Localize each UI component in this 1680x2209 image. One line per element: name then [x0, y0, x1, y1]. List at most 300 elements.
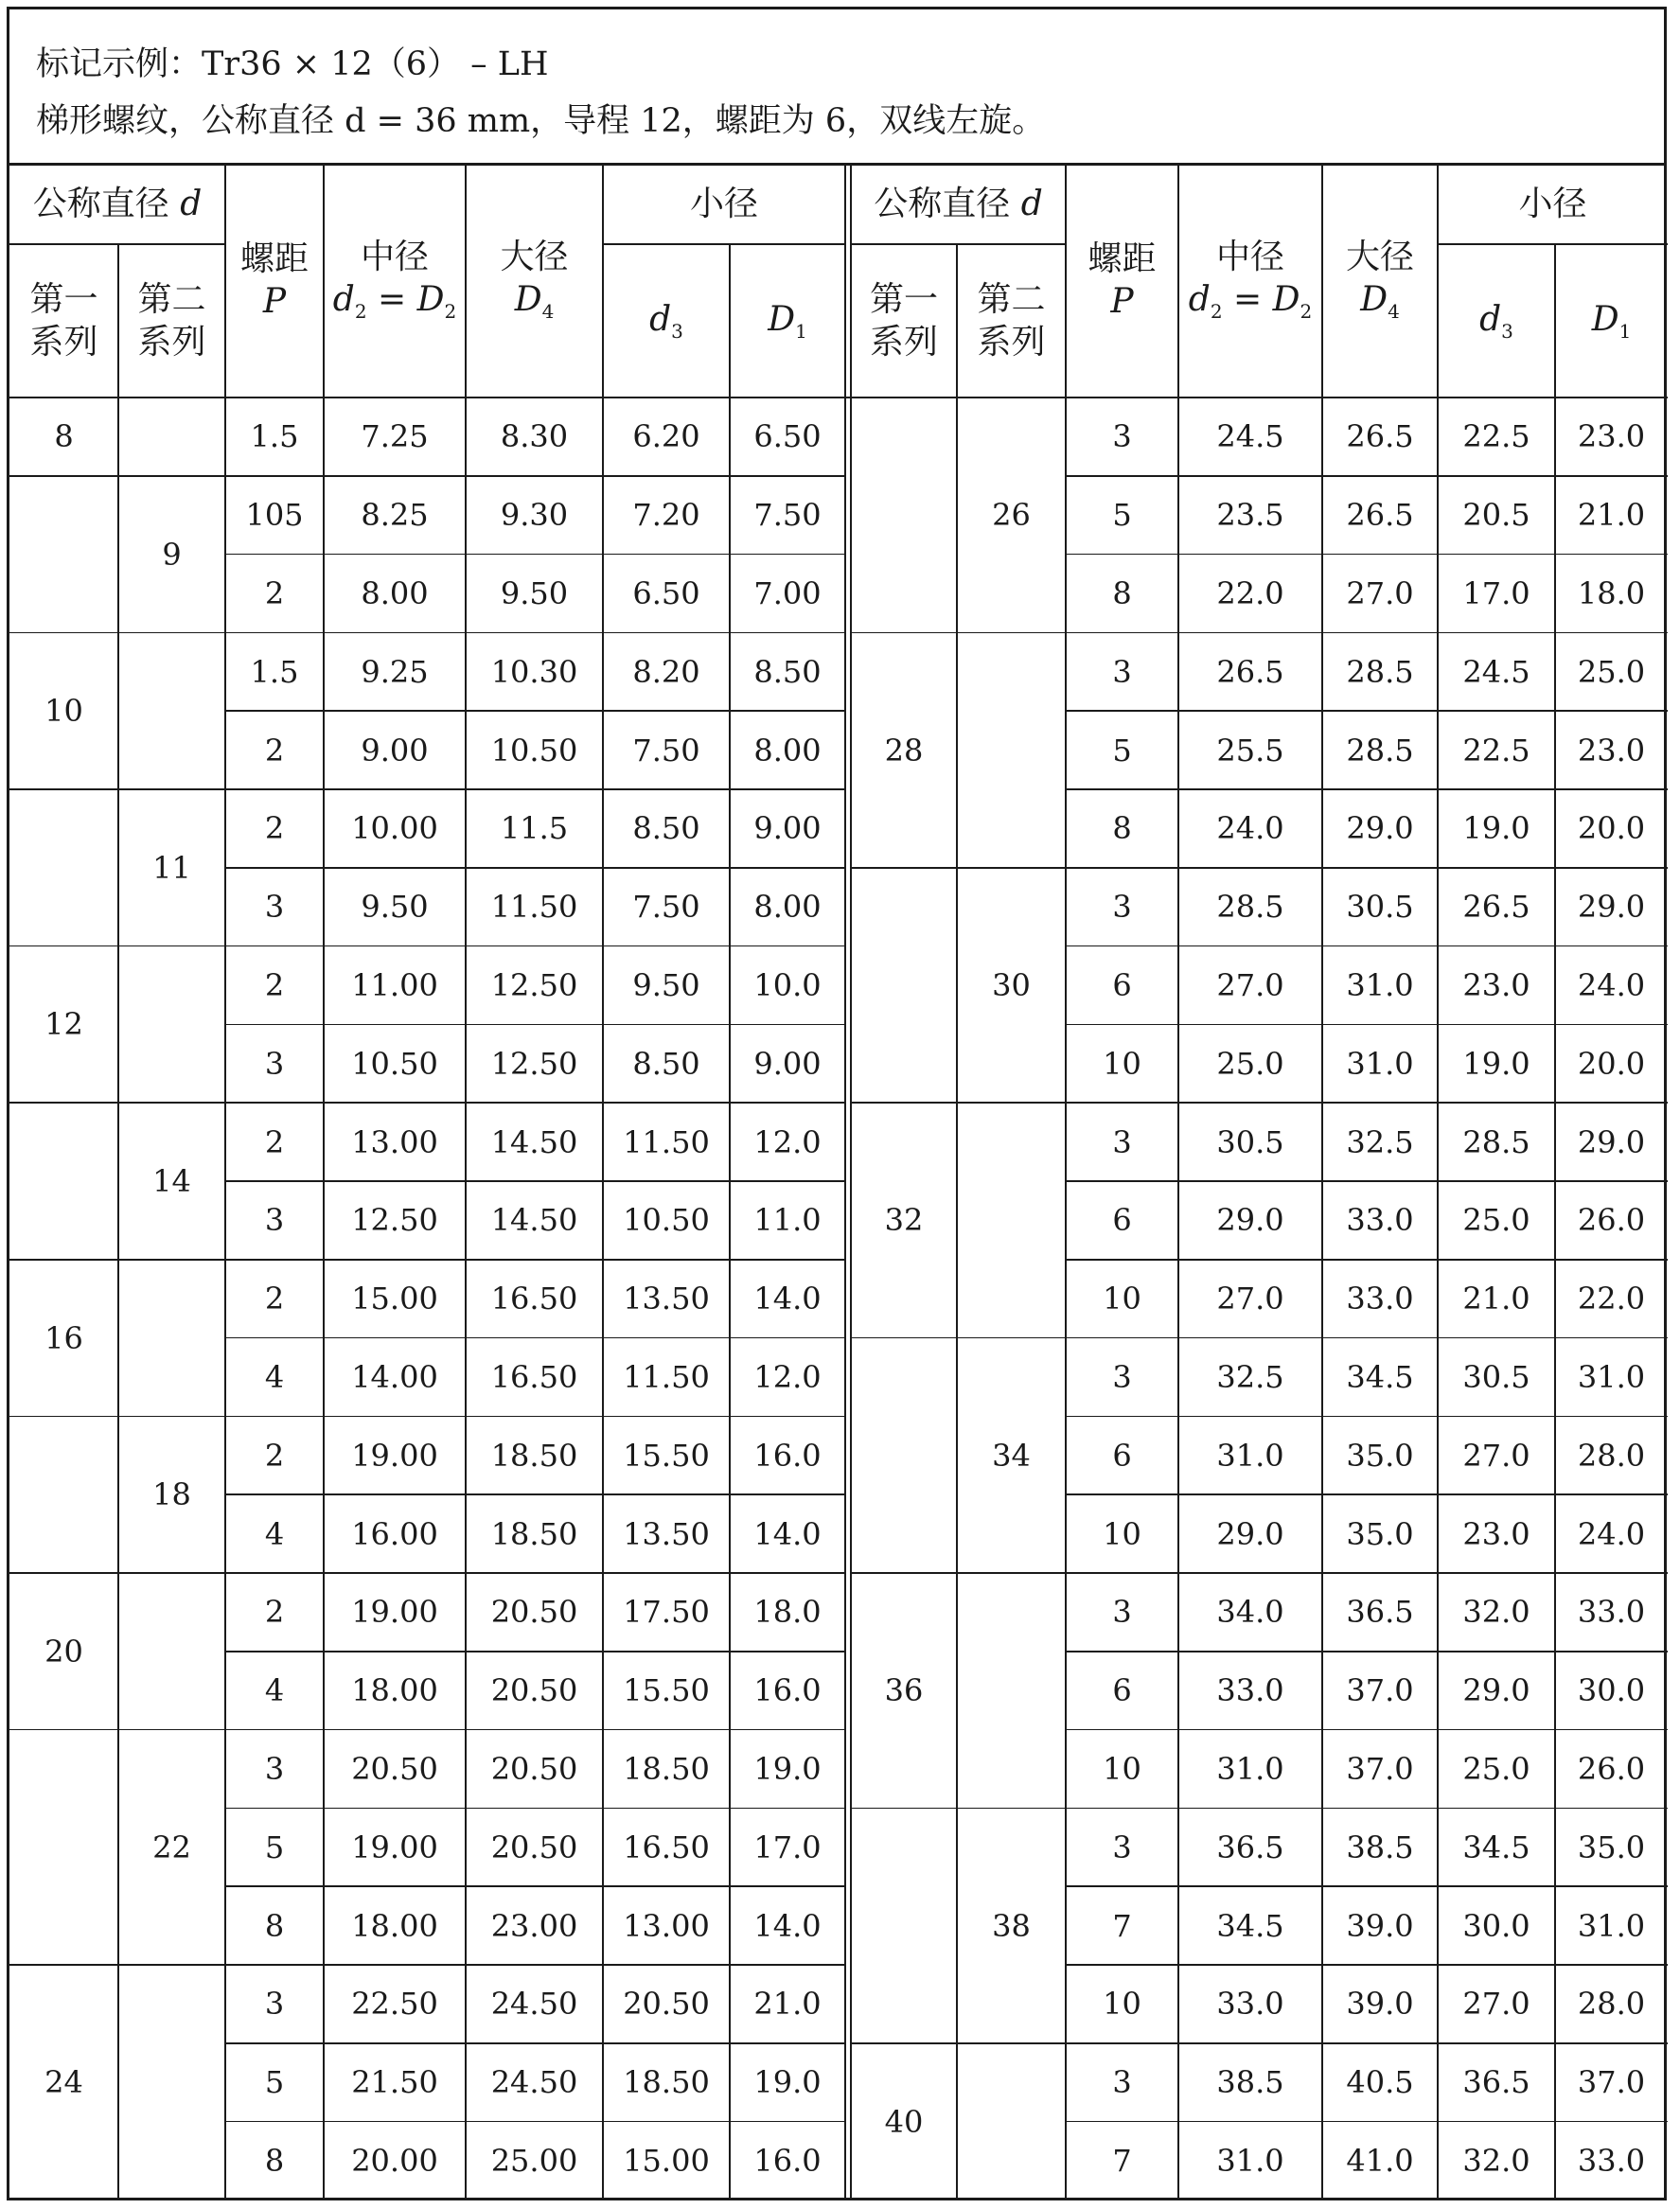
right-series2-cell: 34 — [992, 1437, 1031, 1474]
right-data-cell: 26.0 — [1577, 1750, 1646, 1787]
right-data-cell: 8 — [1112, 810, 1132, 847]
left-data-cell: 11.50 — [623, 1123, 710, 1160]
right-data-cell: 22.0 — [1577, 1281, 1646, 1317]
right-data-cell: 23.0 — [1577, 732, 1646, 769]
left-data-cell: 8.20 — [632, 653, 700, 690]
right-data-cell: 29.0 — [1216, 1515, 1284, 1552]
right-data-cell: 31.0 — [1577, 1907, 1646, 1944]
left-series1-cell — [9, 476, 118, 633]
left-data-cell: 14.0 — [753, 1907, 822, 1944]
row-rule — [9, 1102, 225, 1104]
left-header-pitch-diameter: 中径 $d_2 = D_2$ — [332, 238, 457, 324]
right-data-cell: 23.0 — [1462, 1515, 1530, 1552]
right-data-cell: 28.5 — [1216, 889, 1284, 926]
left-data-cell: 15.50 — [623, 1672, 710, 1709]
left-data-cell: 11.50 — [490, 889, 578, 926]
left-data-cell: 22.50 — [351, 1986, 438, 2023]
left-data-cell: 19.0 — [753, 1750, 822, 1787]
left-data-cell: 24.50 — [490, 1986, 578, 2023]
right-data-cell: 30.5 — [1462, 1358, 1530, 1395]
left-data-cell: 2 — [264, 1281, 285, 1317]
right-series1-cell: 32 — [884, 1202, 924, 1239]
left-data-cell: 10.50 — [351, 1045, 438, 1082]
right-data-cell: 28.0 — [1577, 1986, 1646, 2023]
right-data-cell: 3 — [1112, 418, 1132, 455]
right-series1-cell: 28 — [884, 732, 924, 769]
right-series2-cell: 30 — [992, 966, 1031, 1003]
right-data-cell: 26.5 — [1462, 889, 1530, 926]
left-data-cell: 20.50 — [490, 1829, 578, 1865]
left-data-cell: 11.50 — [623, 1358, 710, 1395]
row-rule — [225, 1416, 845, 1418]
right-data-cell: 39.0 — [1346, 1986, 1414, 2023]
right-data-cell: 5 — [1112, 497, 1132, 534]
row-rule — [1066, 1102, 1668, 1104]
right-data-cell: 3 — [1112, 1123, 1132, 1160]
right-data-cell: 25.0 — [1462, 1202, 1530, 1239]
right-data-cell: 7 — [1112, 2142, 1132, 2179]
right-data-cell: 23.5 — [1216, 497, 1284, 534]
right-series1-cell — [851, 1808, 957, 2042]
right-data-cell: 10 — [1103, 1045, 1141, 1082]
right-data-cell: 32.5 — [1346, 1123, 1414, 1160]
left-data-cell: 23.00 — [490, 1907, 578, 1944]
right-data-cell: 3 — [1112, 653, 1132, 690]
left-data-cell: 14.0 — [753, 1281, 822, 1317]
right-series2-cell — [957, 1573, 1066, 1808]
left-data-cell: 19.00 — [351, 1594, 438, 1631]
row-rule — [851, 1102, 1066, 1104]
left-data-cell: 20.50 — [623, 1986, 710, 2023]
row-rule — [851, 1808, 1066, 1810]
right-data-cell: 30.0 — [1577, 1672, 1646, 1709]
left-data-cell: 1.5 — [250, 418, 299, 455]
row-rule — [9, 945, 225, 947]
right-series1-cell: 40 — [884, 2103, 924, 2140]
left-series1-cell — [9, 1103, 118, 1260]
right-data-cell: 29.0 — [1462, 1672, 1530, 1709]
left-data-cell: 18.00 — [351, 1907, 438, 1944]
right-data-cell: 24.5 — [1462, 653, 1530, 690]
right-data-cell: 6 — [1112, 1202, 1132, 1239]
row-rule — [225, 1729, 845, 1731]
right-data-cell: 28.5 — [1346, 653, 1414, 690]
row-rule — [225, 2042, 845, 2044]
left-data-cell: 2 — [264, 732, 285, 769]
left-data-cell: 20.50 — [351, 1750, 438, 1787]
right-data-cell: 3 — [1112, 1829, 1132, 1865]
right-data-cell: 22.0 — [1216, 574, 1284, 611]
left-header-pitch: 螺距 P — [239, 239, 309, 321]
left-data-cell: 8.50 — [753, 653, 822, 690]
left-data-cell: 11.5 — [500, 810, 569, 847]
right-data-cell: 31.0 — [1346, 966, 1414, 1003]
row-rule — [225, 1651, 845, 1652]
row-rule — [1066, 1024, 1668, 1026]
left-series2-cell — [118, 398, 225, 476]
left-header-minor-diameter: 小径 — [689, 184, 758, 223]
right-data-cell: 21.0 — [1577, 497, 1646, 534]
right-data-cell: 30.5 — [1216, 1123, 1284, 1160]
right-data-cell: 32.5 — [1216, 1358, 1284, 1395]
right-data-cell: 37.0 — [1577, 2064, 1646, 2101]
row-rule — [225, 1337, 845, 1339]
right-data-cell: 39.0 — [1346, 1907, 1414, 1944]
left-data-cell: 10.30 — [490, 653, 578, 690]
left-data-cell: 19.00 — [351, 1829, 438, 1865]
left-data-cell: 8.00 — [753, 732, 822, 769]
row-rule — [225, 1180, 845, 1182]
right-header-series2: 第二 系列 — [977, 280, 1046, 362]
right-data-cell: 35.0 — [1577, 1829, 1646, 1865]
right-data-cell: 30.5 — [1346, 889, 1414, 926]
row-rule — [225, 1572, 845, 1574]
left-data-cell: 10.50 — [490, 732, 578, 769]
row-rule — [225, 1885, 845, 1887]
left-data-cell: 8.00 — [753, 889, 822, 926]
right-data-cell: 24.0 — [1577, 1515, 1646, 1552]
left-data-cell: 105 — [245, 497, 304, 534]
right-data-cell: 3 — [1112, 2064, 1132, 2101]
right-header-minor-diameter: 小径 — [1518, 184, 1587, 223]
left-data-cell: 6.50 — [753, 418, 822, 455]
right-data-cell: 25.5 — [1216, 732, 1284, 769]
left-series1-cell: 16 — [44, 1319, 83, 1356]
left-data-cell: 18.00 — [351, 1672, 438, 1709]
right-data-cell: 31.0 — [1216, 1750, 1284, 1787]
left-data-cell: 11.00 — [351, 966, 438, 1003]
left-series1-cell — [9, 1730, 118, 1965]
left-data-cell: 19.0 — [753, 2064, 822, 2101]
right-data-cell: 36.5 — [1216, 1829, 1284, 1865]
example-line-2: 梯形螺纹，公称直径 d = 36 mm，导程 12，螺距为 6，双线左旋。 — [36, 102, 1046, 140]
left-data-cell: 9.25 — [361, 653, 429, 690]
left-data-cell: 12.50 — [351, 1202, 438, 1239]
left-data-cell: 3 — [264, 1750, 285, 1787]
column-rule — [1554, 244, 1556, 2198]
right-data-cell: 38.5 — [1216, 2064, 1284, 2101]
left-data-cell: 15.00 — [623, 2142, 710, 2179]
row-rule — [225, 945, 845, 947]
left-data-cell: 6.50 — [632, 574, 700, 611]
right-data-cell: 35.0 — [1346, 1437, 1414, 1474]
row-rule — [225, 867, 845, 869]
left-header-series1: 第一 系列 — [29, 280, 98, 362]
row-rule — [1066, 632, 1668, 634]
right-data-cell: 27.0 — [1462, 1986, 1530, 2023]
right-series2-cell: 26 — [992, 497, 1031, 534]
right-data-cell: 24.0 — [1216, 810, 1284, 847]
row-rule — [603, 243, 845, 245]
left-data-cell: 20.50 — [490, 1750, 578, 1787]
right-series1-cell — [851, 868, 957, 1103]
right-series2-cell — [957, 632, 1066, 867]
left-data-cell: 3 — [264, 889, 285, 926]
left-data-cell: 16.0 — [753, 2142, 822, 2179]
left-data-cell: 2 — [264, 966, 285, 1003]
row-rule — [1066, 1572, 1668, 1574]
row-rule — [225, 1259, 845, 1261]
left-data-cell: 4 — [264, 1515, 285, 1552]
right-data-cell: 32.0 — [1462, 2142, 1530, 2179]
left-data-cell: 18.0 — [753, 1594, 822, 1631]
right-data-cell: 23.0 — [1577, 418, 1646, 455]
right-data-cell: 7 — [1112, 1907, 1132, 1944]
left-data-cell: 9.00 — [361, 732, 429, 769]
right-data-cell: 8 — [1112, 574, 1132, 611]
left-series2-cell: 22 — [152, 1829, 191, 1865]
row-rule — [851, 2042, 1066, 2044]
left-data-cell: 9.00 — [753, 810, 822, 847]
left-data-cell: 2 — [264, 1594, 285, 1631]
right-data-cell: 22.5 — [1462, 418, 1530, 455]
left-data-cell: 21.0 — [753, 1986, 822, 2023]
right-data-cell: 31.0 — [1216, 1437, 1284, 1474]
right-data-cell: 3 — [1112, 1594, 1132, 1631]
left-series1-cell: 24 — [44, 2064, 83, 2101]
right-data-cell: 33.0 — [1577, 1594, 1646, 1631]
left-data-cell: 13.00 — [351, 1123, 438, 1160]
right-data-cell: 6 — [1112, 1437, 1132, 1474]
left-data-cell: 7.50 — [632, 889, 700, 926]
row-rule — [225, 1808, 845, 1810]
left-data-cell: 16.50 — [623, 1829, 710, 1865]
left-data-cell: 9.00 — [753, 1045, 822, 1082]
row-rule — [225, 1964, 845, 1966]
row-rule — [9, 1729, 225, 1731]
row-rule — [1066, 788, 1668, 790]
example-line-1: 标记示例：Tr36 × 12（6） – LH — [36, 45, 549, 83]
left-data-cell: 17.50 — [623, 1594, 710, 1631]
left-data-cell: 18.50 — [490, 1437, 578, 1474]
right-data-cell: 10 — [1103, 1515, 1141, 1552]
right-data-cell: 37.0 — [1346, 1750, 1414, 1787]
right-series1-cell — [851, 398, 957, 632]
row-rule — [225, 2121, 845, 2123]
left-data-cell: 3 — [264, 1045, 285, 1082]
row-rule — [1066, 554, 1668, 556]
left-data-cell: 16.50 — [490, 1281, 578, 1317]
row-rule — [225, 788, 845, 790]
left-data-cell: 7.50 — [632, 732, 700, 769]
right-data-cell: 17.0 — [1462, 574, 1530, 611]
row-rule — [851, 632, 1066, 634]
right-header-nominal-diameter: 公称直径 d — [874, 184, 1043, 223]
row-rule — [1066, 2121, 1668, 2123]
left-data-cell: 4 — [264, 1672, 285, 1709]
left-data-cell: 10.50 — [623, 1202, 710, 1239]
row-rule — [1066, 1259, 1668, 1261]
left-series1-cell: 8 — [54, 418, 74, 455]
right-data-cell: 34.5 — [1462, 1829, 1530, 1865]
right-header-series1: 第一 系列 — [869, 280, 938, 362]
right-data-cell: 26.0 — [1577, 1202, 1646, 1239]
row-rule — [9, 1964, 225, 1966]
right-data-cell: 29.0 — [1577, 1123, 1646, 1160]
right-data-cell: 20.0 — [1577, 1045, 1646, 1082]
row-rule — [9, 397, 1668, 398]
right-data-cell: 31.0 — [1216, 2142, 1284, 2179]
right-data-cell: 30.0 — [1462, 1907, 1530, 1944]
right-data-cell: 35.0 — [1346, 1515, 1414, 1552]
right-data-cell: 27.0 — [1216, 1281, 1284, 1317]
left-header-D1: $D_1$ — [768, 299, 807, 344]
left-series2-cell: 14 — [152, 1162, 191, 1199]
left-data-cell: 7.20 — [632, 497, 700, 534]
row-rule — [851, 1337, 1066, 1339]
right-data-cell: 38.5 — [1346, 1829, 1414, 1865]
row-rule — [1066, 867, 1668, 869]
right-data-cell: 20.5 — [1462, 497, 1530, 534]
right-data-cell: 34.0 — [1216, 1594, 1284, 1631]
right-data-cell: 26.5 — [1346, 497, 1414, 534]
right-series2-cell: 38 — [992, 1907, 1031, 1944]
left-series1-cell: 10 — [44, 693, 83, 730]
left-data-cell: 6.20 — [632, 418, 700, 455]
left-data-cell: 17.0 — [753, 1829, 822, 1865]
row-rule — [1066, 945, 1668, 947]
right-data-cell: 28.5 — [1462, 1123, 1530, 1160]
row-rule — [1066, 1808, 1668, 1810]
left-data-cell: 1.5 — [250, 653, 299, 690]
right-header-pitch-diameter: 中径 $d_2 = D_2$ — [1188, 238, 1313, 324]
row-rule — [1066, 1493, 1668, 1495]
left-data-cell: 12.50 — [490, 966, 578, 1003]
left-data-cell: 18.50 — [490, 1515, 578, 1552]
row-rule — [851, 1572, 1066, 1574]
left-data-cell: 8 — [264, 1907, 285, 1944]
row-rule — [225, 475, 845, 477]
left-header-nominal-diameter: 公称直径 d — [32, 184, 203, 223]
left-data-cell: 8.25 — [361, 497, 429, 534]
right-data-cell: 22.5 — [1462, 732, 1530, 769]
row-rule — [1066, 475, 1668, 477]
left-header-d3: $d_3$ — [649, 299, 683, 344]
left-series2-cell — [118, 1573, 225, 1730]
row-rule — [1066, 710, 1668, 712]
right-data-cell: 33.0 — [1346, 1281, 1414, 1317]
left-data-cell: 18.50 — [623, 1750, 710, 1787]
right-data-cell: 6 — [1112, 966, 1132, 1003]
left-series2-cell: 9 — [162, 536, 182, 573]
right-data-cell: 19.0 — [1462, 1045, 1530, 1082]
right-data-cell: 26.5 — [1346, 418, 1414, 455]
row-rule — [1066, 1651, 1668, 1652]
right-data-cell: 29.0 — [1346, 810, 1414, 847]
right-data-cell: 33.0 — [1346, 1202, 1414, 1239]
left-data-cell: 13.50 — [623, 1281, 710, 1317]
column-rule — [729, 244, 731, 2198]
right-header-D1: $D_1$ — [1591, 299, 1632, 344]
left-data-cell: 8.50 — [632, 1045, 700, 1082]
row-rule — [9, 632, 225, 634]
row-rule — [851, 243, 1066, 245]
left-data-cell: 12.50 — [490, 1045, 578, 1082]
row-rule — [9, 475, 225, 477]
right-data-cell: 37.0 — [1346, 1672, 1414, 1709]
right-data-cell: 20.0 — [1577, 810, 1646, 847]
right-data-cell: 3 — [1112, 889, 1132, 926]
right-data-cell: 28.0 — [1577, 1437, 1646, 1474]
right-data-cell: 28.5 — [1346, 732, 1414, 769]
row-rule — [1066, 1885, 1668, 1887]
left-series2-cell: 11 — [152, 849, 191, 886]
row-rule — [9, 788, 225, 790]
right-series2-cell — [957, 1103, 1066, 1337]
left-data-cell: 12.0 — [753, 1358, 822, 1395]
row-rule — [225, 1024, 845, 1026]
right-data-cell: 29.0 — [1577, 889, 1646, 926]
row-rule — [1066, 1729, 1668, 1731]
right-data-cell: 34.5 — [1346, 1358, 1414, 1395]
left-series2-cell — [118, 1965, 225, 2200]
row-rule — [1438, 243, 1668, 245]
left-data-cell: 11.0 — [753, 1202, 822, 1239]
left-data-cell: 2 — [264, 1437, 285, 1474]
right-data-cell: 21.0 — [1462, 1281, 1530, 1317]
right-data-cell: 31.0 — [1346, 1045, 1414, 1082]
right-data-cell: 19.0 — [1462, 810, 1530, 847]
left-data-cell: 14.00 — [351, 1358, 438, 1395]
left-data-cell: 14.0 — [753, 1515, 822, 1552]
right-data-cell: 10 — [1103, 1750, 1141, 1787]
right-data-cell: 27.0 — [1462, 1437, 1530, 1474]
left-data-cell: 12.0 — [753, 1123, 822, 1160]
right-data-cell: 36.5 — [1346, 1594, 1414, 1631]
right-header-pitch: 螺距 P — [1088, 239, 1157, 321]
right-data-cell: 33.0 — [1577, 2142, 1646, 2179]
right-data-cell: 27.0 — [1216, 966, 1284, 1003]
right-series2-cell — [957, 2043, 1066, 2200]
left-data-cell: 2 — [264, 574, 285, 611]
left-data-cell: 16.00 — [351, 1515, 438, 1552]
left-series2-cell — [118, 1260, 225, 1417]
right-data-cell: 23.0 — [1462, 966, 1530, 1003]
right-data-cell: 27.0 — [1346, 574, 1414, 611]
left-series2-cell — [118, 632, 225, 789]
right-header-major-diameter: 大径 $D_4$ — [1345, 238, 1414, 324]
right-data-cell: 34.5 — [1216, 1907, 1284, 1944]
left-data-cell: 16.50 — [490, 1358, 578, 1395]
left-data-cell: 7.00 — [753, 574, 822, 611]
column-rule — [117, 244, 119, 2198]
left-data-cell: 14.50 — [490, 1202, 578, 1239]
left-data-cell: 2 — [264, 810, 285, 847]
right-data-cell: 40.5 — [1346, 2064, 1414, 2101]
left-data-cell: 13.50 — [623, 1515, 710, 1552]
left-data-cell: 15.00 — [351, 1281, 438, 1317]
row-rule — [851, 867, 1066, 869]
row-rule — [1066, 1964, 1668, 1966]
left-data-cell: 16.0 — [753, 1672, 822, 1709]
row-rule — [1066, 1337, 1668, 1339]
left-series1-cell — [9, 789, 118, 946]
row-rule — [1066, 1416, 1668, 1418]
left-data-cell: 14.50 — [490, 1123, 578, 1160]
column-rule — [956, 244, 958, 2198]
left-data-cell: 13.00 — [623, 1907, 710, 1944]
right-data-cell: 36.5 — [1462, 2064, 1530, 2101]
right-data-cell: 10 — [1103, 1281, 1141, 1317]
left-series1-cell: 12 — [44, 1006, 83, 1043]
left-data-cell: 8.50 — [632, 810, 700, 847]
left-data-cell: 19.00 — [351, 1437, 438, 1474]
left-data-cell: 5 — [264, 1829, 285, 1865]
left-series1-cell: 20 — [44, 1633, 83, 1670]
right-data-cell: 41.0 — [1346, 2142, 1414, 2179]
right-data-cell: 24.5 — [1216, 418, 1284, 455]
left-series2-cell — [118, 946, 225, 1104]
